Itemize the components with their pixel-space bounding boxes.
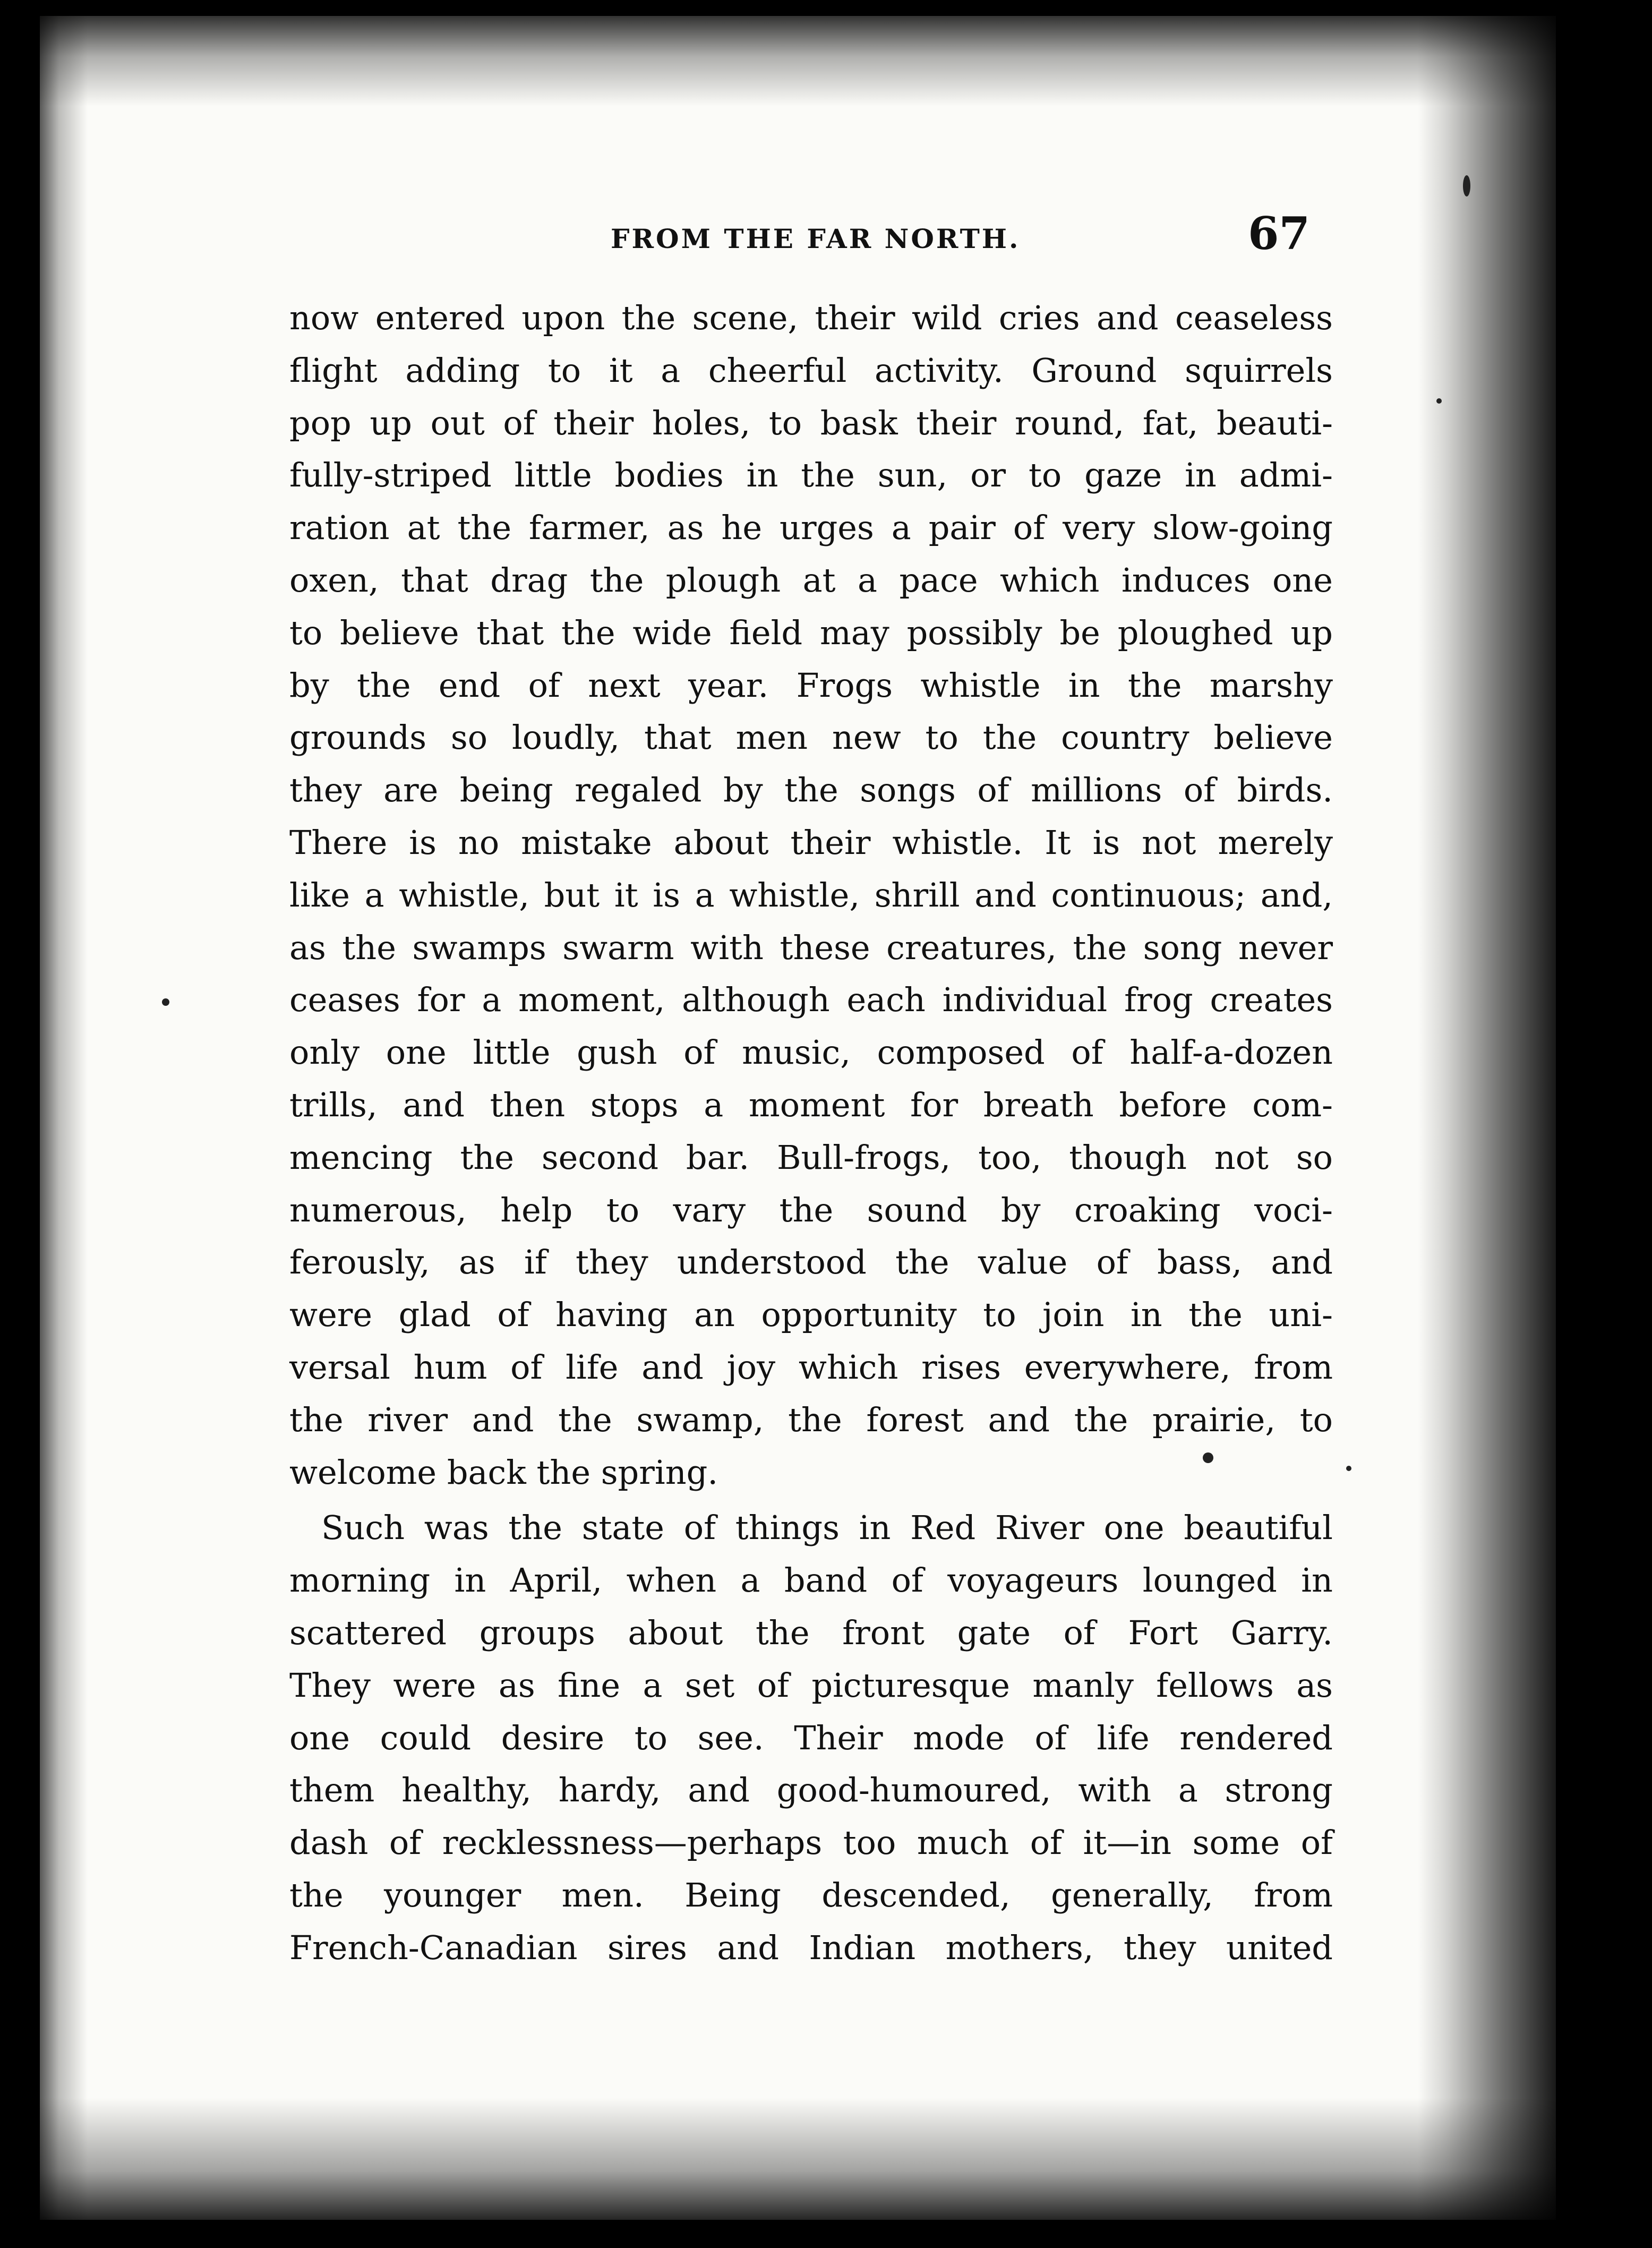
page-bottom-shadow <box>40 2098 1556 2220</box>
text-line: dash of recklessness—perhaps too much of it—in some of <box>289 1823 1333 1862</box>
text-line: Such was the state of things in Red River one beautiful <box>321 1508 1333 1548</box>
text-line: by the end of next year. Frogs whistle in the marshy <box>289 665 1333 705</box>
scan-speck <box>1346 1466 1351 1471</box>
text-line: ceases for a moment, although each individual frog creates <box>289 980 1333 1020</box>
text-line: them healthy, hardy, and good-humoured, with a strong <box>289 1771 1333 1810</box>
page-binding-shadow <box>1418 16 1556 2220</box>
text-line: There is no mistake about their whistle. It is not merely <box>289 823 1333 862</box>
text-line: fully-striped little bodies in the sun, or to gaze in admi- <box>289 456 1333 495</box>
text-line: scattered groups about the front gate of Fort Garry. <box>289 1613 1333 1652</box>
text-line: versal hum of life and joy which rises everywhere, from <box>289 1347 1333 1387</box>
page-top-shadow <box>40 16 1556 106</box>
page-header <box>40 207 1556 271</box>
text-line: the younger men. Being descended, generally, from <box>289 1875 1333 1914</box>
text-line: like a whistle, but it is a whistle, shrill and continuous; and, <box>289 875 1333 914</box>
text-line: they are being regaled by the songs of millions of birds. <box>289 771 1333 810</box>
text-line: to believe that the wide field may possibly be ploughed up <box>289 613 1333 652</box>
text-line: oxen, that drag the plough at a pace which induces one <box>289 560 1333 600</box>
text-line: ration at the farmer, as he urges a pair of very slow-going <box>289 508 1333 548</box>
scanned-page <box>40 16 1556 2220</box>
text-line: were glad of having an opportunity to join in the uni- <box>289 1295 1333 1335</box>
text-line: trills, and then stops a moment for breath before com- <box>289 1085 1333 1124</box>
text-line: They were as fine a set of picturesque manly fellows as <box>289 1665 1333 1705</box>
text-line: grounds so loudly, that men new to the country believe <box>289 718 1333 757</box>
text-line: flight adding to it a cheerful activity. Ground squirrels <box>289 351 1333 390</box>
text-line: numerous, help to vary the sound by croaking voci- <box>289 1190 1333 1229</box>
page-number: 67 <box>1248 207 1310 260</box>
body-text <box>289 292 1333 1975</box>
text-line: now entered upon the scene, their wild cries and ceaseless <box>289 298 1333 337</box>
scan-speck <box>1463 175 1470 196</box>
running-head: FROM THE FAR NORTH. <box>611 223 1021 254</box>
text-line: one could desire to see. Their mode of life rendered <box>289 1718 1333 1757</box>
scan-speck <box>162 998 169 1006</box>
scan-speck <box>1436 398 1442 404</box>
text-line: the river and the swamp, the forest and the prairie, to <box>289 1400 1333 1439</box>
text-line: only one little gush of music, composed of half-a-dozen <box>289 1033 1333 1072</box>
text-line: French-Canadian sires and Indian mothers, they united <box>289 1928 1333 1967</box>
scan-speck <box>1203 1452 1213 1463</box>
text-line: mencing the second bar. Bull-frogs, too, though not so <box>289 1138 1333 1177</box>
paragraph-1 <box>289 292 1333 1499</box>
text-line: ferously, as if they understood the value of bass, and <box>289 1243 1333 1282</box>
paragraph-2 <box>289 1502 1333 1974</box>
text-line: as the swamps swarm with these creatures, the song never <box>289 928 1333 967</box>
text-line: pop up out of their holes, to bask their round, fat, beauti- <box>289 403 1333 442</box>
text-line: welcome back the spring. <box>289 1452 718 1492</box>
page-left-shadow <box>40 16 88 2220</box>
text-line: morning in April, when a band of voyageurs lounged in <box>289 1561 1333 1600</box>
